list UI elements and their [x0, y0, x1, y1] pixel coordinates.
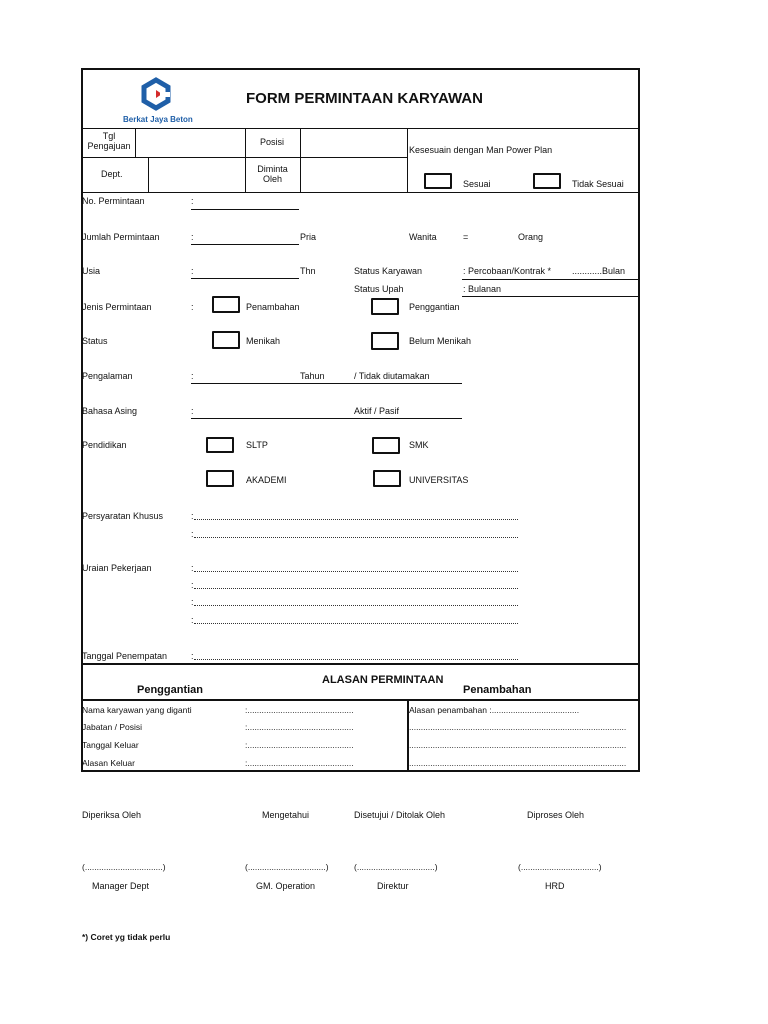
- orang-label: Orang: [518, 232, 544, 242]
- pengalaman-colon: :: [191, 371, 194, 381]
- sig-bracket-gm: (.................................): [245, 862, 329, 872]
- jabatan-dots: :.............................................: [245, 722, 354, 732]
- no-permintaan-label: No. Permintaan: [82, 196, 145, 206]
- sig-name-direktur: Direktur: [377, 881, 409, 891]
- sig-name-hrd: HRD: [545, 881, 565, 891]
- smk-label: SMK: [409, 440, 429, 450]
- nama-karyawan-label: Nama karyawan yang diganti: [82, 705, 192, 715]
- diminta-oleh-label: Diminta Oleh: [257, 164, 288, 184]
- grid-v3: [245, 128, 246, 192]
- grid-v5: [407, 128, 408, 192]
- header-line-1: [82, 128, 639, 129]
- sig-bracket-direktur: (.................................): [354, 862, 438, 872]
- penggantian-label: Penggantian: [409, 302, 460, 312]
- tanggal-keluar-label: Tanggal Keluar: [82, 740, 139, 750]
- akademi-label: AKADEMI: [246, 475, 287, 485]
- no-permintaan-colon: :: [191, 196, 194, 206]
- uraian-line-4: [194, 623, 518, 624]
- kesesuaian-label: Kesesuain dengan Man Power Plan: [409, 145, 553, 155]
- alasan-top-line: [82, 663, 639, 665]
- sesuai-label: Sesuai: [463, 179, 491, 189]
- tahun-label: Tahun: [300, 371, 325, 381]
- alasan-keluar-label: Alasan Keluar: [82, 758, 135, 768]
- uraian-pekerjaan-label: Uraian Pekerjaan: [82, 563, 152, 573]
- menikah-checkbox[interactable]: [212, 331, 240, 349]
- sig-bracket-hrd: (.................................): [518, 862, 602, 872]
- uraian-line-2: [194, 588, 518, 589]
- sig-role-diproses: Diproses Oleh: [527, 810, 585, 820]
- penggantian-header: Penggantian: [137, 684, 204, 696]
- nama-karyawan-dots: :.............................................: [245, 705, 354, 715]
- alasan-title: ALASAN PERMINTAAN: [322, 674, 444, 686]
- bahasa-line: [191, 418, 462, 419]
- status-upah-label: Status Upah: [354, 284, 404, 294]
- bulan-label: ............Bulan: [572, 266, 626, 276]
- jabatan-label: Jabatan / Posisi: [82, 722, 143, 732]
- footnote: *) Coret yg tidak perlu: [82, 932, 171, 942]
- jumlah-line: [191, 244, 299, 245]
- wanita-label: Wanita: [409, 232, 437, 242]
- sig-role-disetujui: Disetujui / Ditolak Oleh: [354, 810, 446, 820]
- uraian-colon-1: :: [191, 563, 194, 573]
- uraian-line-1: [194, 571, 518, 572]
- status-upah-value: : Bulanan: [463, 284, 502, 294]
- company-name: Berkat Jaya Beton: [123, 115, 193, 124]
- persyaratan-line-1: [194, 519, 518, 520]
- aktif-pasif-label: Aktif / Pasif: [354, 406, 400, 416]
- sig-name-manager: Manager Dept: [92, 881, 150, 891]
- bahasa-asing-label: Bahasa Asing: [82, 406, 138, 416]
- tanggal-line: [194, 659, 518, 660]
- jenis-permintaan-label: Jenis Permintaan: [82, 302, 152, 312]
- tanggal-penempatan-label: Tanggal Penempatan: [82, 651, 168, 661]
- universitas-label: UNIVERSITAS: [409, 475, 469, 485]
- uraian-colon-3: :: [191, 597, 194, 607]
- penambahan-header: Penambahan: [463, 684, 532, 696]
- sig-role-diperiksa: Diperiksa Oleh: [82, 810, 142, 820]
- header-line-3: [82, 192, 639, 193]
- grid-v1: [135, 128, 136, 157]
- alasan-penambahan-label: Alasan penambahan :.....................................: [409, 705, 580, 715]
- penambahan-checkbox[interactable]: [212, 296, 240, 313]
- pria-label: Pria: [300, 232, 317, 242]
- jenis-colon: :: [191, 302, 194, 312]
- alasan-penambahan-line-1: ............................................................................................: [409, 722, 627, 732]
- grid-v4: [300, 128, 301, 192]
- persyaratan-khusus-label: Persyaratan Khusus: [82, 511, 164, 521]
- alasan-keluar-dots: :.............................................: [245, 758, 354, 768]
- belum-menikah-label: Belum Menikah: [409, 336, 472, 346]
- universitas-checkbox[interactable]: [373, 470, 401, 487]
- penambahan-label: Penambahan: [246, 302, 300, 312]
- menikah-label: Menikah: [246, 336, 281, 346]
- alasan-penambahan-line-3: ............................................................................................: [409, 758, 627, 768]
- akademi-checkbox[interactable]: [206, 470, 234, 487]
- belum-menikah-checkbox[interactable]: [371, 332, 399, 350]
- usia-line: [191, 278, 299, 279]
- logo-mark-icon: [130, 78, 182, 114]
- status-label: Status: [82, 336, 108, 346]
- tidak-sesuai-label: Tidak Sesuai: [572, 179, 624, 189]
- sltp-checkbox[interactable]: [206, 437, 234, 453]
- grid-v2: [148, 157, 149, 192]
- sig-bracket-manager: (.................................): [82, 862, 166, 872]
- persyaratan-colon-1: :: [191, 511, 194, 521]
- sltp-label: SLTP: [246, 440, 268, 450]
- posisi-label: Posisi: [260, 137, 285, 147]
- tidak-diutamakan-label: / Tidak diutamakan: [354, 371, 430, 381]
- form-title: FORM PERMINTAAN KARYAWAN: [246, 90, 483, 107]
- tanggal-colon: :: [191, 651, 194, 661]
- jumlah-colon: :: [191, 232, 194, 242]
- alasan-subheader-line: [82, 699, 639, 701]
- tidak-sesuai-checkbox[interactable]: [533, 173, 561, 189]
- persyaratan-line-2: [194, 537, 518, 538]
- uraian-line-3: [194, 605, 518, 606]
- alasan-penambahan-line-2: ............................................................................................: [409, 740, 627, 750]
- pengalaman-label: Pengalaman: [82, 371, 133, 381]
- tanggal-keluar-dots: :.............................................: [245, 740, 354, 750]
- pendidikan-label: Pendidikan: [82, 440, 127, 450]
- usia-label: Usia: [82, 266, 101, 276]
- sig-role-mengetahui: Mengetahui: [262, 810, 310, 820]
- dept-label: Dept.: [101, 169, 123, 179]
- jumlah-permintaan-label: Jumlah Permintaan: [82, 232, 160, 242]
- smk-checkbox[interactable]: [372, 437, 400, 454]
- sig-name-gm: GM. Operation: [256, 881, 316, 891]
- status-karyawan-value: : Percobaan/Kontrak *: [463, 266, 552, 276]
- status-karyawan-label: Status Karyawan: [354, 266, 423, 276]
- tgl-pengajuan-label: Tgl Pengajuan: [87, 131, 131, 151]
- persyaratan-colon-2: :: [191, 529, 194, 539]
- no-permintaan-line: [191, 209, 299, 210]
- equals-sign: =: [463, 232, 469, 242]
- uraian-colon-4: :: [191, 615, 194, 625]
- bahasa-colon: :: [191, 406, 194, 416]
- uraian-colon-2: :: [191, 580, 194, 590]
- thn-label: Thn: [300, 266, 316, 276]
- pengalaman-line: [191, 383, 462, 384]
- company-logo: [123, 78, 193, 126]
- penggantian-checkbox[interactable]: [371, 298, 399, 315]
- sesuai-checkbox[interactable]: [424, 173, 452, 189]
- status-karyawan-line: [462, 279, 639, 280]
- usia-colon: :: [191, 266, 194, 276]
- status-upah-line: [462, 296, 639, 297]
